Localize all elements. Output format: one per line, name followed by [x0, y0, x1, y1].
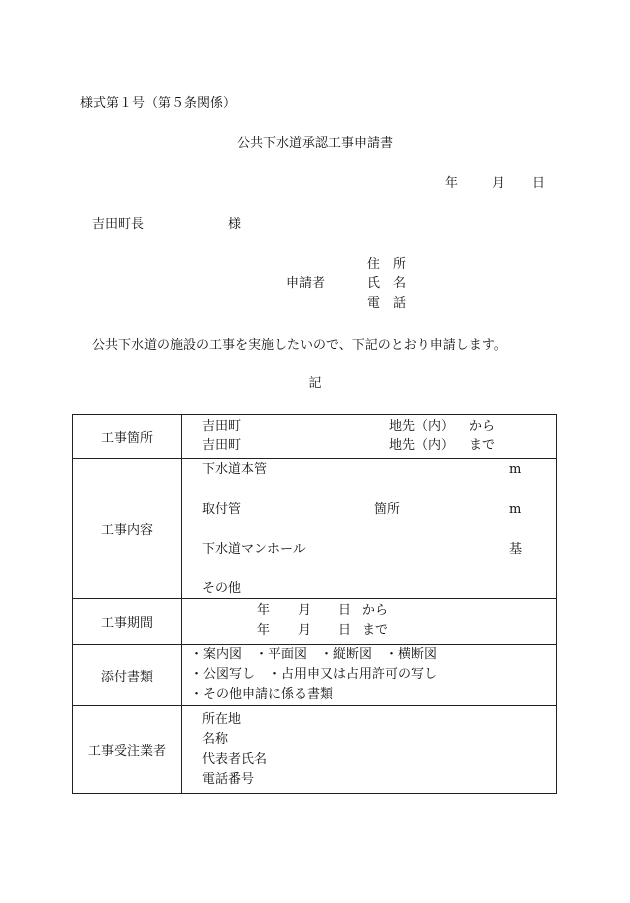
period-made: まで [362, 623, 389, 638]
form-number: 様式第１号（第５条関係） [80, 96, 237, 111]
location-label: 工事箇所 [73, 415, 182, 459]
location-chisaki2: 地先（内） [389, 438, 455, 453]
period-day1: 日 [338, 603, 352, 618]
content-unit-m1: m [509, 462, 522, 477]
ki-heading: 記 [308, 376, 322, 391]
addressee-mayor: 吉田町長 [92, 217, 145, 232]
attachments-line2: ・公図写し ・占用申又は占用許可の写し [190, 667, 438, 682]
period-kara: から [362, 603, 389, 618]
row-attachments [73, 645, 557, 706]
date-day: 日 [532, 176, 546, 191]
period-label: 工事期間 [73, 599, 182, 645]
attachments-label: 添付書類 [73, 645, 182, 706]
contractor-name: 名称 [202, 732, 229, 747]
content-other: その他 [202, 581, 242, 596]
content-main-pipe: 下水道本管 [202, 462, 268, 477]
attachments-cell [182, 645, 557, 706]
contractor-address: 所在地 [202, 712, 242, 727]
content-label: 工事内容 [73, 459, 182, 599]
applicant-phone-label: 電 話 [367, 296, 407, 311]
application-table [72, 414, 557, 794]
body-text: 公共下水道の施設の工事を実施したいので、下記のとおり申請します。 [92, 338, 507, 353]
row-location [73, 415, 557, 459]
applicant-label: 申請者 [286, 276, 326, 291]
contractor-phone: 電話番号 [202, 772, 255, 787]
content-cell [182, 459, 557, 599]
location-cell [182, 415, 557, 459]
location-chisaki1: 地先（内） [389, 419, 455, 434]
attachments-line3: ・その他申請に係る書類 [190, 687, 334, 702]
row-content [73, 459, 557, 599]
location-kara: から [469, 419, 496, 434]
document-title: 公共下水道承認工事申請書 [236, 136, 393, 151]
date-line [445, 176, 545, 192]
location-made: まで [469, 438, 496, 453]
content-unit-m2: m [509, 502, 522, 517]
row-contractor [73, 706, 557, 794]
content-kasho: 箇所 [374, 502, 401, 517]
content-manhole: 下水道マンホール [202, 542, 306, 557]
applicant-name-label: 氏 名 [367, 276, 407, 291]
location-town2: 吉田町 [202, 438, 242, 453]
period-year1: 年 [257, 603, 271, 618]
location-town1: 吉田町 [202, 419, 242, 434]
period-year2: 年 [257, 623, 271, 638]
contractor-rep: 代表者氏名 [202, 752, 268, 767]
addressee-honorific: 様 [228, 217, 242, 232]
period-cell [182, 599, 557, 645]
period-day2: 日 [338, 623, 352, 638]
period-month2: 月 [298, 623, 312, 638]
attachments-line1: ・案内図 ・平面図 ・縦断図 ・横断図 [190, 647, 438, 662]
contractor-label: 工事受注業者 [73, 706, 182, 794]
content-lateral: 取付管 [202, 502, 242, 517]
applicant-address-label: 住 所 [367, 257, 407, 272]
date-year: 年 [445, 176, 459, 191]
row-period [73, 599, 557, 645]
date-month: 月 [492, 176, 506, 191]
content-unit-ki: 基 [509, 542, 523, 557]
contractor-cell [182, 706, 557, 794]
period-month1: 月 [298, 603, 312, 618]
